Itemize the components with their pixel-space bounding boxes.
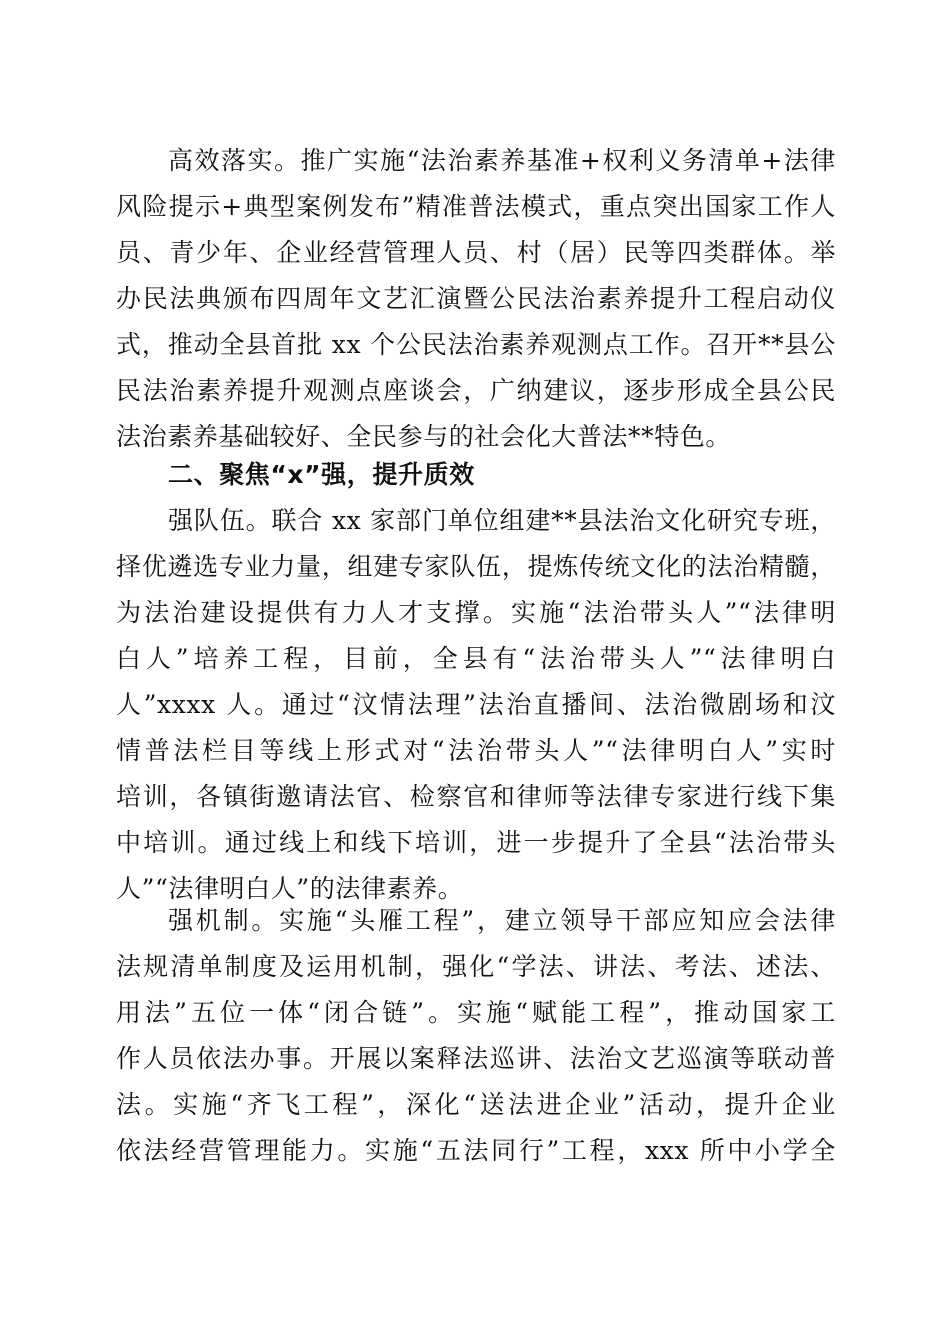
paragraph-1-line-6: 民法治素养提升观测点座谈会，广纳建议，逐步形成全县公民	[116, 376, 836, 405]
paragraph-3-line-6: 依法经营管理能力。实施“五法同行”工程，xxx 所中小学全	[116, 1136, 836, 1165]
paragraph-2-line-9: 人”“法律明白人”的法律素养。	[116, 874, 464, 903]
paragraph-2-line-6: 情普法栏目等线上形式对“法治带头人”“法律明白人”实时	[116, 736, 836, 765]
paragraph-3-line-4: 作人员依法办事。开展以案释法巡讲、法治文艺巡演等联动普	[116, 1044, 836, 1073]
paragraph-2-line-3: 为法治建设提供有力人才支撑。实施“法治带头人”“法律明	[116, 598, 836, 627]
paragraph-2-line-4: 白人”培养工程，目前，全县有“法治带头人”“法律明白	[116, 644, 836, 673]
paragraph-1-line-1: 高效落实。推广实施“法治素养基准+权利义务清单+法律	[168, 146, 836, 175]
paragraph-3-line-5: 法。实施“齐飞工程”，深化“送法进企业”活动，提升企业	[116, 1090, 836, 1119]
paragraph-2-line-5: 人”xxxx 人。通过“汶情法理”法治直播间、法治微剧场和汶	[116, 690, 836, 719]
paragraph-1-line-4: 办民法典颁布四周年文艺汇演暨公民法治素养提升工程启动仪	[116, 284, 836, 313]
paragraph-3-line-1: 强机制。实施“头雁工程”，建立领导干部应知应会法律	[168, 906, 836, 935]
paragraph-1-line-7: 法治素养基础较好、全民参与的社会化大普法**特色。	[116, 422, 732, 451]
paragraph-2-line-2: 择优遴选专业力量，组建专家队伍，提炼传统文化的法治精髓，	[116, 552, 836, 581]
paragraph-2-line-7: 培训，各镇街邀请法官、检察官和律师等法律专家进行线下集	[116, 782, 836, 811]
paragraph-2-line-1: 强队伍。联合 xx 家部门单位组建**县法治文化研究专班，	[168, 506, 836, 535]
paragraph-3-line-3: 用法”五位一体“闭合链”。实施“赋能工程”，推动国家工	[116, 998, 836, 1027]
section-heading: 二、聚焦“x”强，提升质效	[168, 460, 475, 489]
paragraph-1-line-5: 式，推动全县首批 xx 个公民法治素养观测点工作。召开**县公	[116, 330, 836, 359]
paragraph-2-line-8: 中培训。通过线上和线下培训，进一步提升了全县“法治带头	[116, 828, 836, 857]
paragraph-1	[116, 138, 836, 460]
paragraph-1-line-3: 员、青少年、企业经营管理人员、村（居）民等四类群体。举	[116, 238, 836, 267]
paragraph-2	[116, 498, 836, 912]
paragraph-3-line-2: 法规清单制度及运用机制，强化“学法、讲法、考法、述法、	[116, 952, 836, 981]
paragraph-1-line-2: 风险提示+典型案例发布”精准普法模式，重点突出国家工作人	[116, 192, 836, 221]
paragraph-3	[116, 898, 836, 1174]
